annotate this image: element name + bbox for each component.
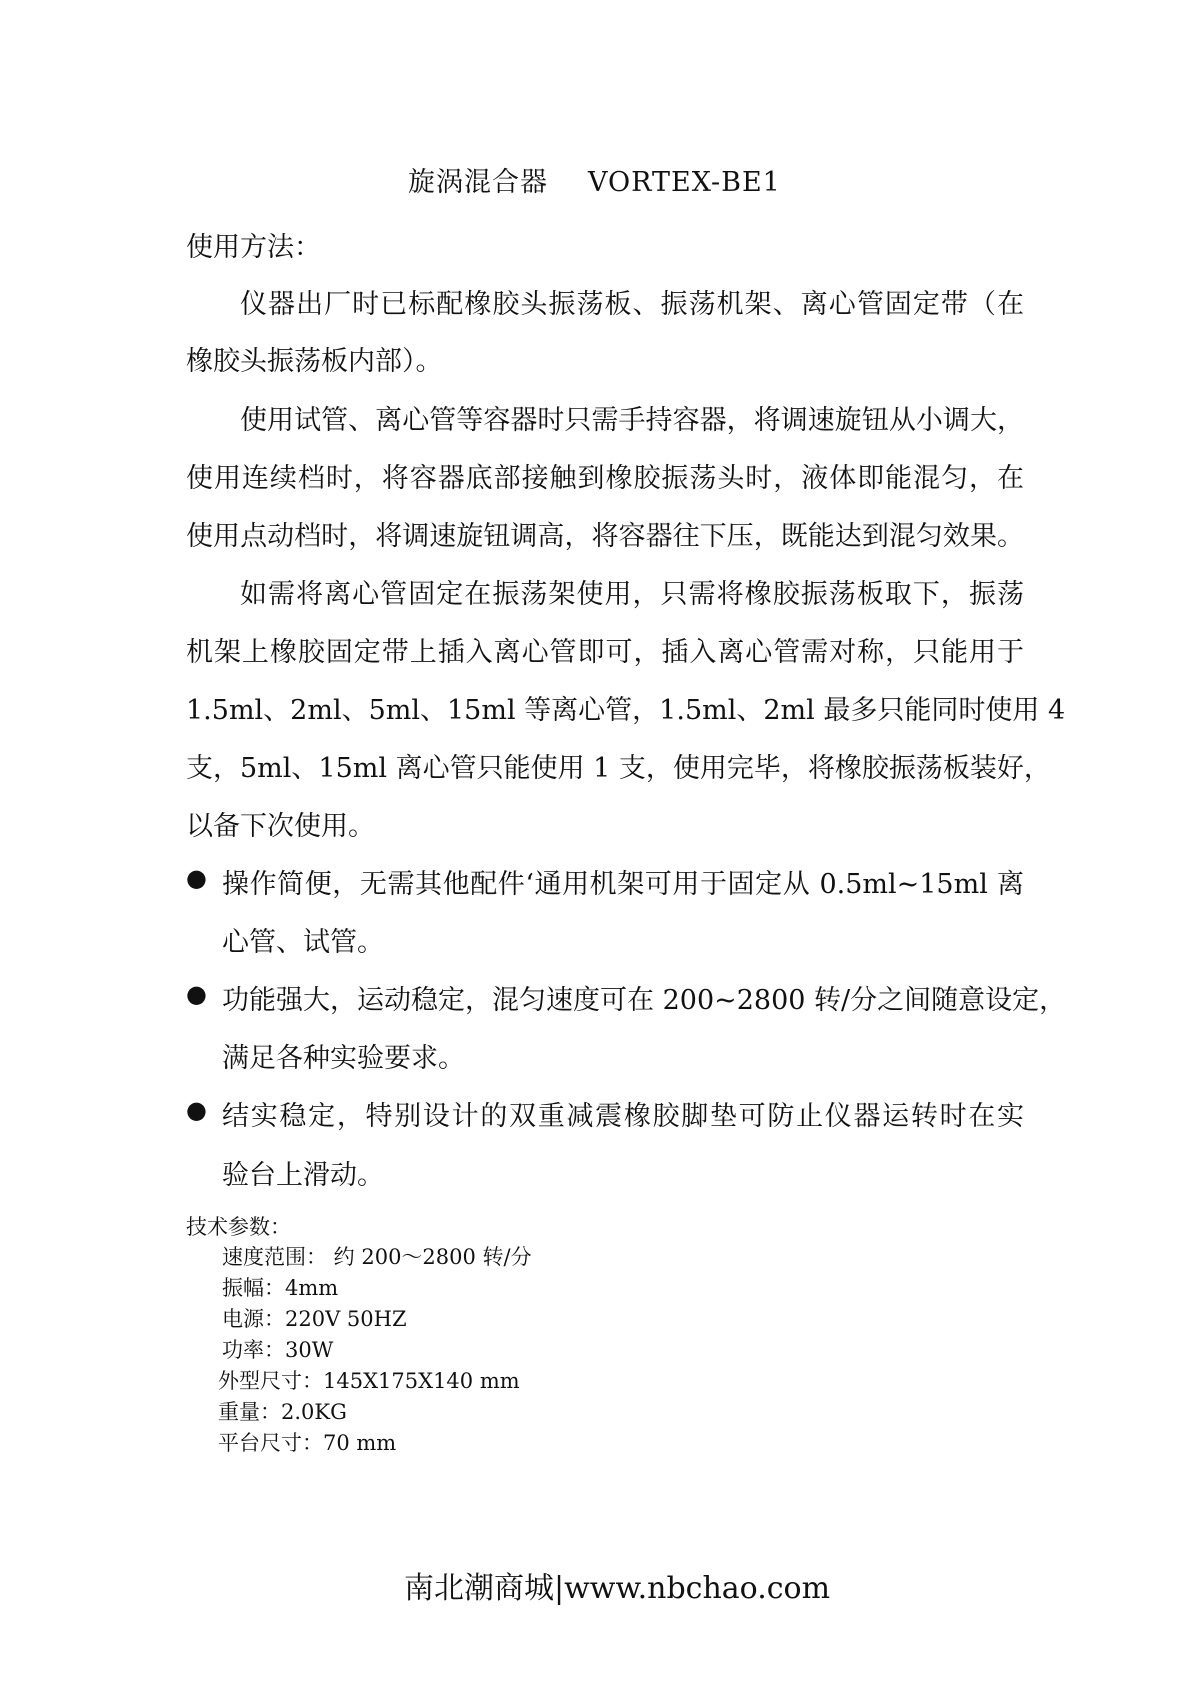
footer-source: 南北潮商城|www.nbchao.com bbox=[404, 1571, 831, 1606]
paragraph-line: 仪器出厂时已标配橡胶头振荡板、振荡机架、离心管固定带（在 bbox=[240, 289, 1024, 320]
spec-power-supply: 电源：220V 50HZ bbox=[222, 1307, 407, 1331]
paragraph-line: 支，5ml、15ml 离心管只能使用 1 支，使用完毕，将橡胶振荡板装好， bbox=[186, 753, 1051, 784]
paragraph-line: 使用试管、离心管等容器时只需手持容器，将调速旋钮从小调大， bbox=[240, 405, 1024, 436]
bullet-icon: ● bbox=[186, 1096, 207, 1124]
spec-speed-range: 速度范围： 约 200～2800 转/分 bbox=[222, 1245, 532, 1269]
usage-heading: 使用方法： bbox=[186, 232, 321, 263]
spec-heading: 技术参数： bbox=[186, 1215, 291, 1239]
product-model: VORTEX-BE1 bbox=[588, 167, 781, 198]
paragraph-line: 1.5ml、2ml、5ml、15ml 等离心管，1.5ml、2ml 最多只能同时使用 4 bbox=[186, 695, 1066, 726]
feature-line: 心管、试管。 bbox=[222, 927, 384, 958]
bullet-icon: ● bbox=[186, 980, 207, 1008]
document-title bbox=[408, 160, 781, 199]
feature-line: 结实稳定，特别设计的双重减震橡胶脚垫可防止仪器运转时在实 bbox=[222, 1101, 1024, 1132]
paragraph-line: 使用点动档时，将调速旋钮调高，将容器往下压，既能达到混匀效果。 bbox=[186, 521, 1024, 552]
feature-line: 验台上滑动。 bbox=[222, 1160, 384, 1191]
spec-platform-size: 平台尺寸：70 mm bbox=[218, 1431, 397, 1455]
paragraph-line: 以备下次使用。 bbox=[186, 811, 375, 842]
spec-amplitude: 振幅：4mm bbox=[222, 1276, 339, 1300]
spec-weight: 重量：2.0KG bbox=[218, 1400, 347, 1424]
paragraph-line: 如需将离心管固定在振荡架使用，只需将橡胶振荡板取下，振荡 bbox=[240, 579, 1024, 610]
spec-power: 功率：30W bbox=[222, 1338, 334, 1362]
product-name: 旋涡混合器 bbox=[408, 167, 548, 198]
feature-line: 操作简便，无需其他配件‘通用机架可用于固定从 0.5ml~15ml 离 bbox=[222, 869, 1024, 900]
paragraph-line: 橡胶头振荡板内部）。 bbox=[186, 346, 443, 377]
bullet-icon: ● bbox=[186, 864, 207, 892]
spec-dimensions: 外型尺寸：145X175X140 mm bbox=[218, 1369, 520, 1393]
feature-line: 满足各种实验要求。 bbox=[222, 1043, 465, 1074]
paragraph-line: 机架上橡胶固定带上插入离心管即可，插入离心管需对称，只能用于 bbox=[186, 637, 1024, 668]
feature-line: 功能强大，运动稳定，混匀速度可在 200~2800 转/分之间随意设定， bbox=[222, 985, 1067, 1016]
paragraph-line: 使用连续档时，将容器底部接触到橡胶振荡头时，液体即能混匀，在 bbox=[186, 463, 1024, 494]
